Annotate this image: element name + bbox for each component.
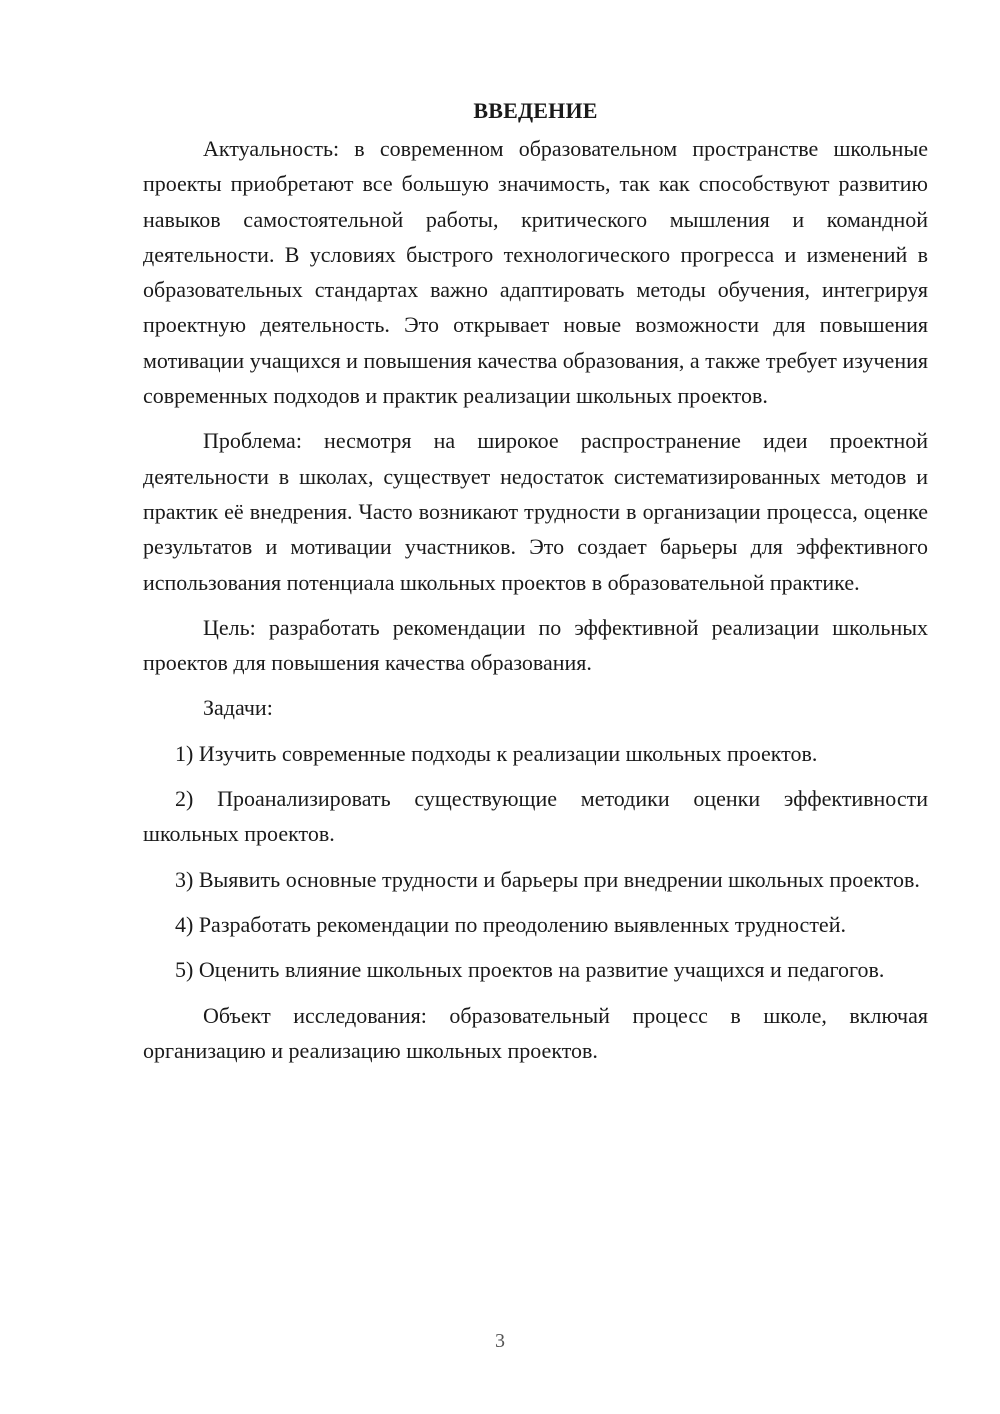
- task-item-4: 4) Разработать рекомендации по преодолению выявленных трудностей.: [175, 911, 846, 937]
- page-number: 3: [495, 1330, 505, 1352]
- paragraph-relevance: Актуальность: в современном образовательном пространстве школьные проекты приобретают все большую значимость, так как способствуют развитию навыков самостоятельной работы, критического мышления и командной деятельности. В условиях быстрого технологического прогресса и изменений в образовательных стандартах важно адаптировать методы обучения, интегрируя проектную деятельность. Это открывает новые возможности для повышения мотивации учащихся и повышения качества образования, а также требует изучения современных подходов и практик реализации школьных проектов.: [143, 136, 928, 409]
- paragraph-object: Объект исследования: образовательный процесс в школе, включая организацию и реализацию школьных проектов.: [143, 1002, 928, 1063]
- task-item-3: 3) Выявить основные трудности и барьеры при внедрении школьных проектов.: [175, 866, 920, 892]
- paragraph-goal: Цель: разработать рекомендации по эффективной реализации школьных проектов для повышения качества образования.: [143, 614, 928, 676]
- task-item-2: 2) Проанализировать существующие методики оценки эффективности школьных проектов.: [143, 786, 928, 847]
- tasks-label: Задачи:: [203, 695, 273, 721]
- document-page: [143, 93, 928, 1068]
- task-item-1: 1) Изучить современные подходы к реализации школьных проектов.: [175, 740, 818, 766]
- task-item-5: 5) Оценить влияние школьных проектов на развитие учащихся и педагогов.: [175, 957, 885, 983]
- section-heading: ВВЕДЕНИЕ: [473, 98, 598, 123]
- paragraph-problem: Проблема: несмотря на широкое распространение идеи проектной деятельности в школах, существует недостаток систематизированных методов и практик её внедрения. Часто возникают трудности в организации процесса, оценке результатов и мотивации участников. Это создает барьеры для эффективного использования потенциала школьных проектов в образовательной практике.: [143, 428, 928, 595]
